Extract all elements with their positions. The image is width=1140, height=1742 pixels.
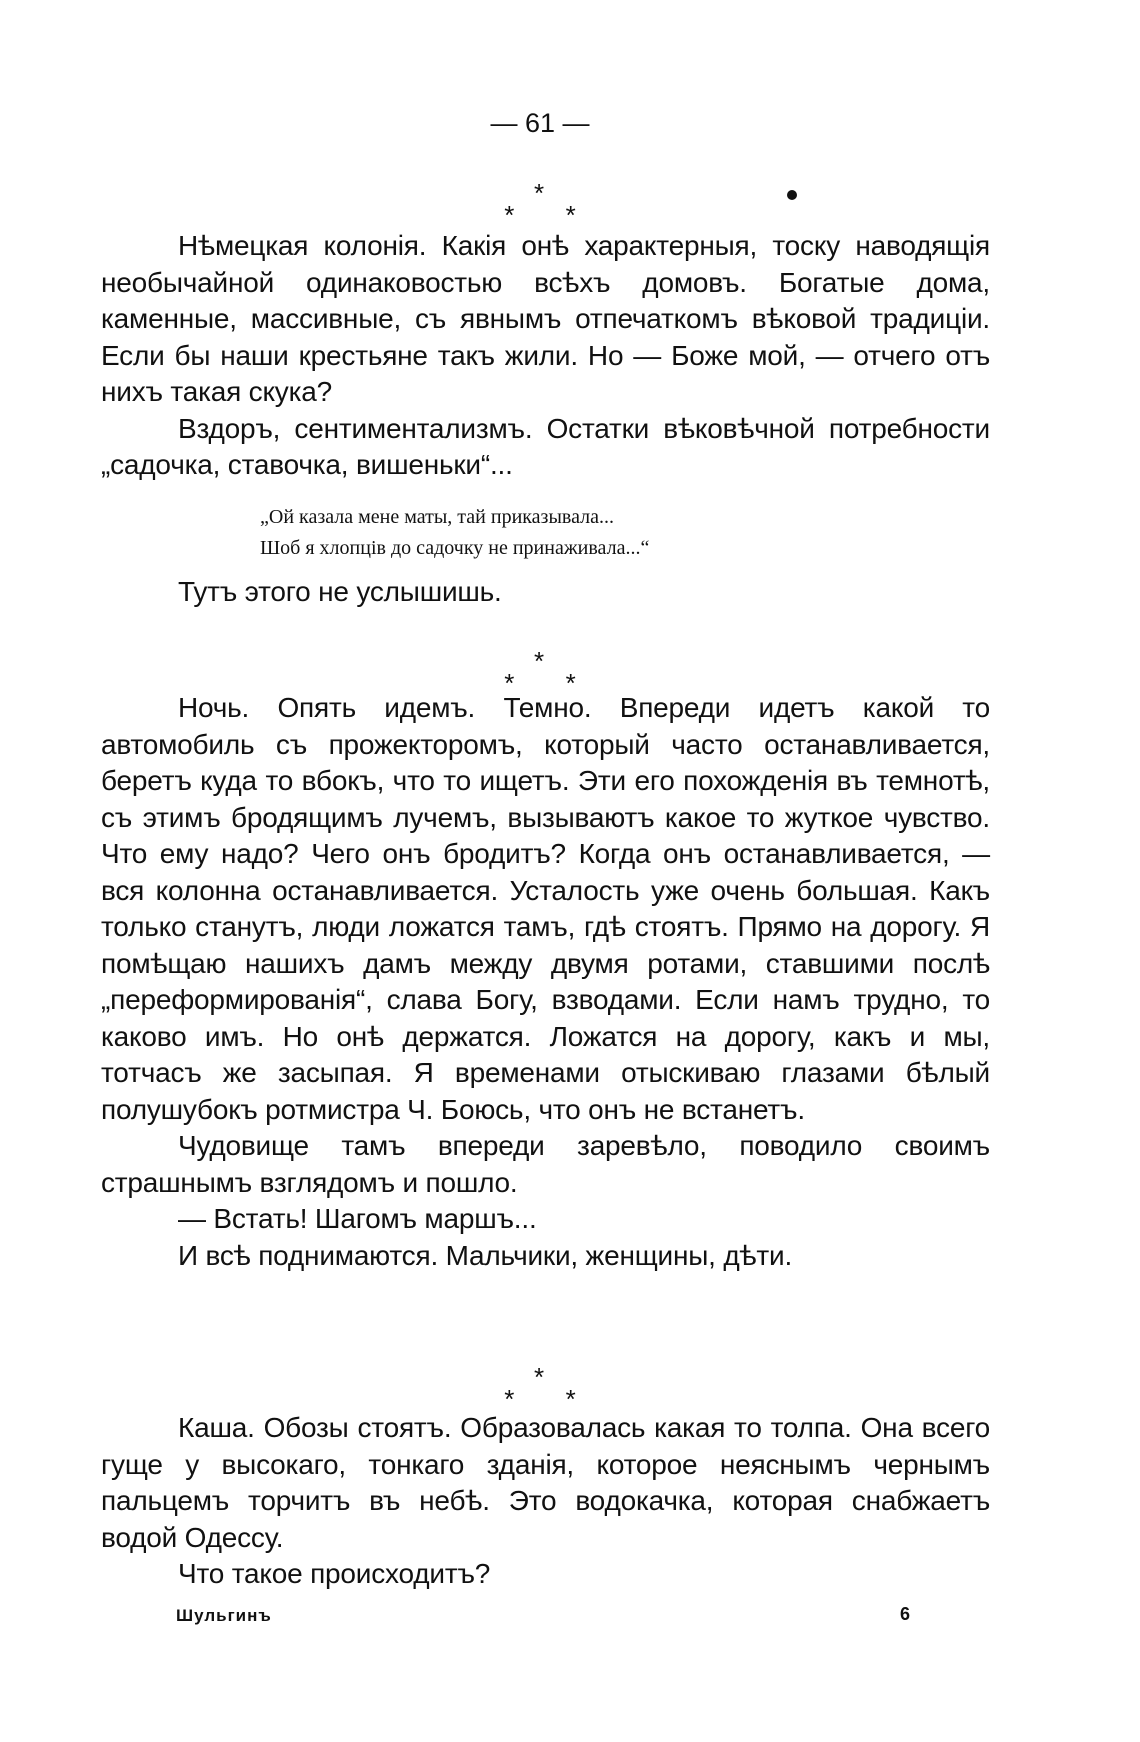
- separator-star-top: *: [533, 646, 547, 676]
- quoted-song: [260, 502, 860, 564]
- separator-stars-bottom: * *: [504, 668, 598, 698]
- paragraph: Чудовище тамъ впереди заревѣло, поводило своимъ страшнымъ взглядомъ и пошло.: [101, 1130, 990, 1198]
- page-number: — 61 —: [490, 108, 590, 138]
- paragraph: Вздоръ, сентиментализмъ. Остатки вѣковѣчной потребности „садочка, ставочка, вишеньки“...: [101, 412, 990, 480]
- song-line: „Ой казала мене маты, тай приказывала...: [260, 506, 614, 528]
- section-night-march: [101, 690, 990, 1274]
- footer-signature-mark: 6: [900, 1604, 911, 1624]
- section-separator: [0, 180, 1080, 228]
- paragraph: — Встать! Шагомъ маршъ...: [178, 1203, 537, 1234]
- paragraph: И всѣ поднимаются. Мальчики, женщины, дѣти.: [178, 1239, 793, 1271]
- paragraph: Нѣмецкая колонія. Какія онѣ характерныя, тоску наводящія необычайной одинаковостью всѣхъ домовъ. Богатые дома, каменные, массивные, съ явнымъ отпечаткомъ вѣковой традиціи. Если бы наши крестьяне такъ жили. Но — Боже мой, — отчего отъ нихъ такая скука?: [101, 230, 990, 407]
- section-not-heard: [101, 574, 990, 611]
- section-separator: [0, 648, 1080, 696]
- separator-stars-bottom: * *: [504, 1384, 598, 1414]
- paragraph: Тутъ этого не услышишь.: [178, 576, 502, 607]
- section-separator: [0, 1364, 1080, 1412]
- paragraph: Каша. Обозы стоятъ. Образовалась какая то толпа. Она всего гуще у высокаго, тонкаго зданія, которое неяснымъ чернымъ пальцемъ торчитъ въ небѣ. Это водокачка, которая снабжаетъ водой Одессу.: [101, 1412, 990, 1553]
- section-german-colony: [101, 228, 990, 484]
- paragraph: Ночь. Опять идемъ. Темно. Впереди идетъ какой то автомобиль съ прожекторомъ, который часто останавливается, беретъ куда то вбокъ, что то ищетъ. Эти его похожденія въ темнотѣ, съ этимъ бродящимъ лучемъ, вызываютъ какое то жуткое чувство. Что ему надо? Чего онъ бродитъ? Когда онъ останавливается, — вся колонна останавливается. Усталость уже очень большая. Какъ только станутъ, люди ложатся тамъ, гдѣ стоятъ. Прямо на дорогу. Я помѣщаю нашихъ дамъ между двумя ротами, ставшими послѣ „переформированія“, слава Богу, взводами. Если намъ трудно, то каково имъ. Но онѣ держатся. Ложатся на дорогу, какъ и мы, тотчасъ же засыпая. Я временами отыскиваю глазами бѣлый полушубокъ ротмистра Ч. Боюсь, что онъ не встанетъ.: [101, 692, 990, 1125]
- paragraph: Что такое происходитъ?: [178, 1558, 491, 1589]
- separator-stars-bottom: * *: [504, 200, 598, 230]
- separator-star-top: *: [533, 178, 547, 208]
- song-line: Шоб я хлопців до садочку не принаживала...“: [260, 537, 650, 559]
- footer-author: Шульгинъ: [176, 1606, 272, 1625]
- section-crowd: [101, 1410, 990, 1593]
- separator-star-top: *: [533, 1362, 547, 1392]
- ink-speck: [787, 190, 797, 200]
